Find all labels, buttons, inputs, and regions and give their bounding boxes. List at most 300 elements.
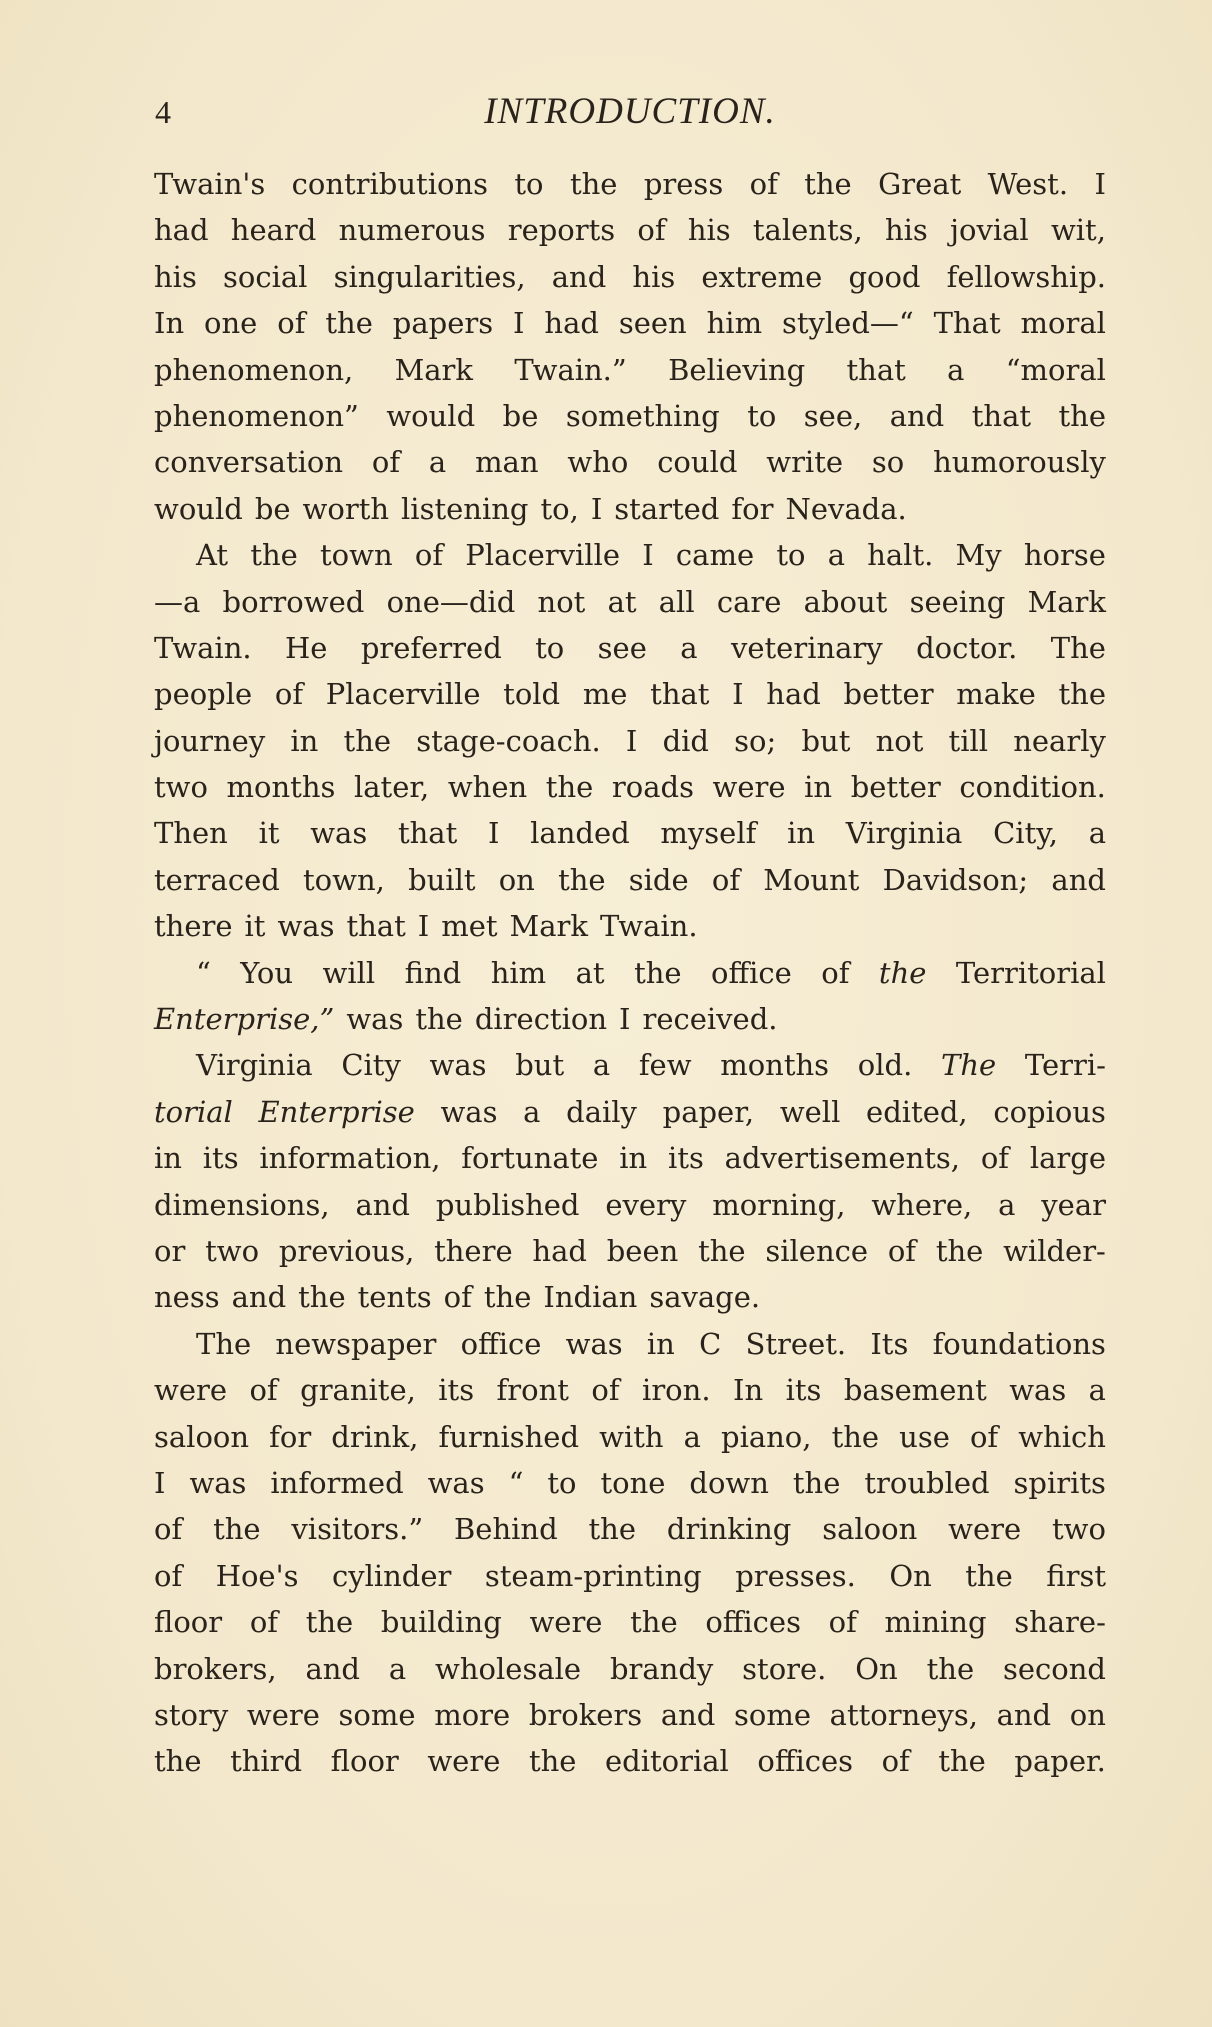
page-number: 4: [155, 94, 171, 130]
word: the: [630, 1605, 678, 1640]
word: were: [712, 770, 786, 805]
word: in: [619, 1141, 648, 1176]
word: two: [154, 770, 208, 805]
word: third: [230, 1744, 303, 1779]
text-line: [154, 1646, 1106, 1692]
word: months: [226, 770, 336, 805]
word: and: [1051, 862, 1106, 897]
word: had: [544, 306, 599, 341]
word: Terri-: [1024, 1048, 1106, 1083]
text-line: [154, 1274, 1106, 1320]
word: the: [298, 1280, 346, 1315]
word: humorously: [933, 445, 1106, 480]
word: papers: [392, 306, 494, 341]
word: I: [642, 538, 654, 573]
word: silence: [765, 1233, 869, 1268]
word: was: [346, 1002, 404, 1037]
word: moral: [1020, 306, 1106, 341]
text-line: [154, 347, 1106, 393]
word: second: [1002, 1651, 1106, 1686]
word: iron.: [642, 1373, 711, 1408]
word: In: [154, 306, 185, 341]
word: few: [638, 1048, 692, 1083]
word: a: [680, 630, 698, 665]
word: was: [440, 1094, 498, 1129]
word: the: [250, 538, 298, 573]
word: me: [582, 677, 628, 712]
word: side: [628, 862, 689, 897]
word: till: [948, 723, 989, 758]
word: of: [591, 1373, 620, 1408]
word: its: [202, 1141, 239, 1176]
word: I: [590, 491, 603, 526]
word: had: [154, 213, 209, 248]
word: Territorial: [955, 955, 1106, 990]
word: on: [1069, 1697, 1106, 1732]
word: I: [732, 677, 744, 712]
word: Great: [878, 167, 962, 201]
word: met: [441, 909, 498, 944]
word: was: [1009, 1373, 1067, 1408]
word: the: [558, 862, 606, 897]
word: stage-coach.: [416, 723, 601, 758]
word: brokers: [528, 1697, 643, 1732]
word: of: [828, 1605, 857, 1640]
word: office: [460, 1326, 542, 1361]
word: wholesale: [435, 1651, 582, 1686]
word: condition.: [959, 770, 1106, 805]
word: store.: [742, 1651, 827, 1686]
word: newspaper: [275, 1326, 437, 1361]
word: press: [643, 167, 724, 201]
word: That: [933, 306, 1001, 341]
word: foundations: [932, 1326, 1106, 1361]
word: The: [1050, 630, 1106, 665]
word: of: [749, 167, 778, 201]
word: office: [711, 955, 792, 990]
word: first: [1046, 1558, 1106, 1593]
word: Mark: [394, 352, 473, 387]
word: at: [575, 955, 605, 990]
word: in: [804, 770, 833, 805]
word: the: [935, 1233, 984, 1268]
text-line: [154, 996, 1106, 1042]
word: in: [154, 1141, 182, 1176]
word: year: [1041, 1187, 1106, 1222]
word: see,: [803, 398, 863, 433]
word: published: [435, 1187, 580, 1222]
word: preferred: [360, 630, 502, 665]
word: of: [443, 1280, 472, 1315]
word: daily: [566, 1094, 637, 1129]
word: the: [634, 955, 682, 990]
word: man: [475, 445, 539, 480]
word: the: [415, 1002, 463, 1037]
word: would: [154, 491, 243, 526]
text-line: [154, 439, 1106, 485]
word: a: [592, 1048, 611, 1083]
word: him: [706, 306, 763, 341]
word: of: [274, 677, 304, 712]
word: to: [514, 167, 544, 201]
word: edited,: [866, 1094, 968, 1129]
word: in: [787, 816, 816, 851]
word: dimensions,: [154, 1187, 330, 1222]
word: I: [513, 306, 525, 341]
word: brokers,: [154, 1651, 277, 1686]
word: paper.: [1014, 1744, 1106, 1779]
text-line: [154, 1460, 1106, 1506]
word: which: [1018, 1419, 1106, 1454]
word: two: [205, 1233, 260, 1268]
word: City: [341, 1048, 401, 1083]
word: basement: [843, 1373, 987, 1408]
word: there: [434, 1233, 513, 1268]
word: was: [565, 1326, 623, 1361]
word: a: [998, 1187, 1016, 1222]
word: Twain.: [599, 909, 698, 944]
word: of: [154, 1512, 183, 1547]
word: My: [955, 538, 1002, 573]
word: the: [804, 167, 852, 201]
word: were: [246, 1697, 320, 1732]
word: for: [731, 491, 774, 526]
text-line: [154, 1367, 1106, 1413]
text-line: [154, 671, 1106, 717]
word: previous,: [278, 1233, 415, 1268]
text-line: [154, 486, 1106, 532]
word: there: [154, 909, 233, 944]
text-line: [154, 1553, 1106, 1599]
word: him: [490, 955, 547, 990]
word: share-: [1014, 1605, 1106, 1640]
word: direction: [474, 1002, 607, 1037]
word: not: [875, 723, 924, 758]
text-line: [154, 764, 1106, 810]
word: Davidson;: [882, 862, 1029, 897]
word: I: [1094, 167, 1106, 201]
word: were: [154, 1373, 228, 1408]
word: was: [429, 1048, 487, 1083]
word: of: [249, 1373, 278, 1408]
word: visitors.”: [291, 1512, 424, 1547]
word: and: [305, 1651, 360, 1686]
text-line: [154, 1738, 1106, 1784]
word: were: [948, 1512, 1022, 1547]
word: was: [277, 909, 335, 944]
word: the: [965, 1558, 1013, 1593]
word: some: [338, 1697, 416, 1732]
word: not: [537, 584, 586, 619]
word: City,: [993, 816, 1058, 851]
word: town: [320, 538, 393, 573]
word: brandy: [609, 1651, 714, 1686]
word: veterinary: [730, 630, 883, 665]
word: I: [417, 909, 430, 944]
word: of: [711, 862, 741, 897]
text-line: [154, 1182, 1106, 1228]
word: would: [386, 398, 476, 433]
word: social: [223, 259, 308, 294]
word: and: [231, 1280, 287, 1315]
word: myself: [660, 816, 757, 851]
word: the: [926, 1651, 975, 1686]
word: good: [848, 259, 921, 294]
text-line: [154, 950, 1106, 996]
word: care: [716, 584, 782, 619]
word: On: [855, 1651, 898, 1686]
text-line: [154, 532, 1106, 578]
word: use: [899, 1419, 950, 1454]
word: Believing: [668, 352, 806, 387]
word: the: [878, 955, 927, 990]
word: for: [269, 1419, 312, 1454]
text-line: [154, 903, 1106, 949]
word: fortunate: [461, 1141, 599, 1176]
word: wit,: [1050, 213, 1106, 248]
word: of: [249, 1605, 279, 1640]
word: spirits: [1013, 1465, 1106, 1500]
word: drinking: [666, 1512, 792, 1547]
word: down: [689, 1465, 769, 1500]
word: Virginia: [845, 816, 963, 851]
word: fellowship.: [946, 259, 1106, 294]
word: to: [547, 1465, 577, 1500]
word: On: [889, 1558, 932, 1593]
word: C: [699, 1326, 722, 1361]
word: cylinder: [331, 1558, 452, 1593]
word: people: [154, 677, 253, 712]
word: furnished: [438, 1419, 580, 1454]
word: had: [532, 1233, 587, 1268]
word: a: [683, 1419, 701, 1454]
word: offices: [757, 1744, 854, 1779]
word: all: [658, 584, 695, 619]
word: that: [397, 816, 458, 851]
word: terraced: [154, 862, 280, 897]
word: about: [803, 584, 888, 619]
text-lines: [154, 161, 1106, 1785]
word: editorial: [605, 1744, 729, 1779]
word: Twain's: [154, 167, 266, 201]
word: started: [614, 491, 720, 526]
word: could: [657, 445, 738, 480]
word: of: [887, 1233, 917, 1268]
word: large: [1029, 1141, 1106, 1176]
word: its: [438, 1373, 475, 1408]
word: floor: [330, 1744, 399, 1779]
word: front: [496, 1373, 569, 1408]
word: I: [625, 723, 638, 758]
word: “moral: [1005, 352, 1106, 387]
text-line: [154, 1692, 1106, 1738]
word: Hoe's: [215, 1558, 299, 1593]
word: to: [535, 630, 565, 665]
text-line: [154, 810, 1106, 856]
word: reports: [507, 213, 616, 248]
word: a: [523, 1094, 541, 1129]
word: offices: [705, 1605, 801, 1640]
word: a: [1088, 1373, 1106, 1408]
word: told: [503, 677, 561, 712]
word: when: [447, 770, 528, 805]
word: seen: [618, 306, 687, 341]
word: The: [196, 1326, 252, 1361]
word: I: [619, 1002, 631, 1037]
text-line: [154, 1089, 1106, 1135]
word: heard: [230, 213, 317, 248]
word: the: [154, 1744, 202, 1779]
word: story: [154, 1697, 229, 1732]
word: styled—“: [781, 306, 914, 341]
word: two: [1052, 1512, 1106, 1547]
word: to: [776, 538, 806, 573]
word: numerous: [338, 213, 486, 248]
word: You: [240, 955, 294, 990]
word: journey: [154, 723, 266, 758]
word: Twain.”: [514, 352, 627, 387]
word: morning,: [712, 1187, 846, 1222]
word: was: [310, 816, 368, 851]
word: granite,: [300, 1373, 416, 1408]
word: town,: [303, 862, 385, 897]
word: singularities,: [333, 259, 526, 294]
word: a: [827, 538, 845, 573]
word: —a: [154, 584, 201, 619]
word: write: [766, 445, 844, 480]
word: Virginia: [196, 1048, 313, 1083]
word: the: [1058, 677, 1106, 712]
word: ness: [154, 1280, 220, 1315]
word: the: [831, 1419, 880, 1454]
word: some: [734, 1697, 812, 1732]
word: of: [821, 955, 850, 990]
word: Then: [154, 816, 228, 851]
word: at: [607, 584, 637, 619]
word: be: [502, 398, 539, 433]
word: the: [343, 723, 392, 758]
word: Street.: [745, 1326, 847, 1361]
word: phenomenon,: [154, 352, 354, 387]
text-line: [154, 207, 1106, 253]
word: Mark: [509, 909, 588, 944]
word: and: [996, 1697, 1052, 1732]
word: In: [733, 1373, 764, 1408]
word: mining: [884, 1605, 987, 1640]
word: saloon: [154, 1419, 250, 1454]
word: see: [597, 630, 647, 665]
word: one: [204, 306, 258, 341]
word: Mark: [1027, 584, 1106, 619]
word: of: [980, 1141, 1010, 1176]
word: “: [508, 1465, 524, 1500]
word: better: [850, 770, 941, 805]
word: Enterprise,”: [154, 1002, 335, 1037]
word: old.: [857, 1048, 913, 1083]
word: something: [565, 398, 720, 433]
word: will: [322, 955, 376, 990]
text-line: [154, 393, 1106, 439]
word: so;: [734, 723, 777, 758]
word: that: [346, 909, 406, 944]
word: conversation: [154, 445, 344, 480]
word: in: [290, 723, 319, 758]
word: doctor.: [916, 630, 1018, 665]
word: the: [938, 1744, 986, 1779]
word: the: [1058, 398, 1106, 433]
word: of: [277, 306, 306, 341]
word: a: [947, 352, 965, 387]
word: paper,: [662, 1094, 755, 1129]
word: that: [971, 398, 1032, 433]
word: advertisements,: [724, 1141, 960, 1176]
word: phenomenon”: [154, 398, 359, 433]
word: tone: [600, 1465, 666, 1500]
text-line: [154, 579, 1106, 625]
word: received.: [642, 1002, 778, 1037]
word: the: [569, 167, 618, 201]
word: piano,: [721, 1419, 812, 1454]
word: worth: [302, 491, 390, 526]
word: in: [646, 1326, 675, 1361]
word: Placerville: [325, 677, 481, 712]
word: and: [355, 1187, 410, 1222]
word: I: [154, 1465, 166, 1500]
word: presses.: [735, 1558, 856, 1593]
word: be: [254, 491, 291, 526]
word: information,: [259, 1141, 441, 1176]
word: built: [408, 862, 476, 897]
word: but: [801, 723, 851, 758]
text-line: [154, 625, 1106, 671]
running-title: INTRODUCTION.: [484, 91, 776, 132]
word: a: [428, 445, 447, 480]
word: of: [414, 538, 444, 573]
word: Mount: [763, 862, 860, 897]
word: make: [956, 677, 1036, 712]
word: with: [599, 1419, 664, 1454]
word: were: [529, 1605, 603, 1640]
text-line: [154, 1599, 1106, 1645]
word: the: [483, 1280, 532, 1315]
word: Enterprise: [258, 1094, 415, 1129]
word: who: [567, 445, 629, 480]
word: savage.: [649, 1280, 761, 1315]
word: roads: [611, 770, 694, 805]
word: and: [551, 259, 607, 294]
word: that: [846, 352, 906, 387]
word: the: [792, 1465, 841, 1500]
word: West.: [987, 167, 1069, 201]
word: of: [154, 1558, 183, 1593]
word: every: [605, 1187, 687, 1222]
word: drink,: [331, 1419, 419, 1454]
word: Twain.: [154, 630, 252, 665]
word: it: [244, 909, 266, 944]
word: building: [380, 1605, 502, 1640]
word: later,: [353, 770, 430, 805]
word: copious: [993, 1094, 1106, 1129]
text-line: [154, 1228, 1106, 1274]
word: find: [404, 955, 462, 990]
word: had: [766, 677, 821, 712]
word: Placerville: [465, 538, 621, 573]
word: of: [969, 1419, 999, 1454]
text-line: [154, 1414, 1106, 1460]
word: steam-printing: [484, 1558, 702, 1593]
word: his: [154, 259, 197, 294]
text-line: [154, 1506, 1106, 1552]
